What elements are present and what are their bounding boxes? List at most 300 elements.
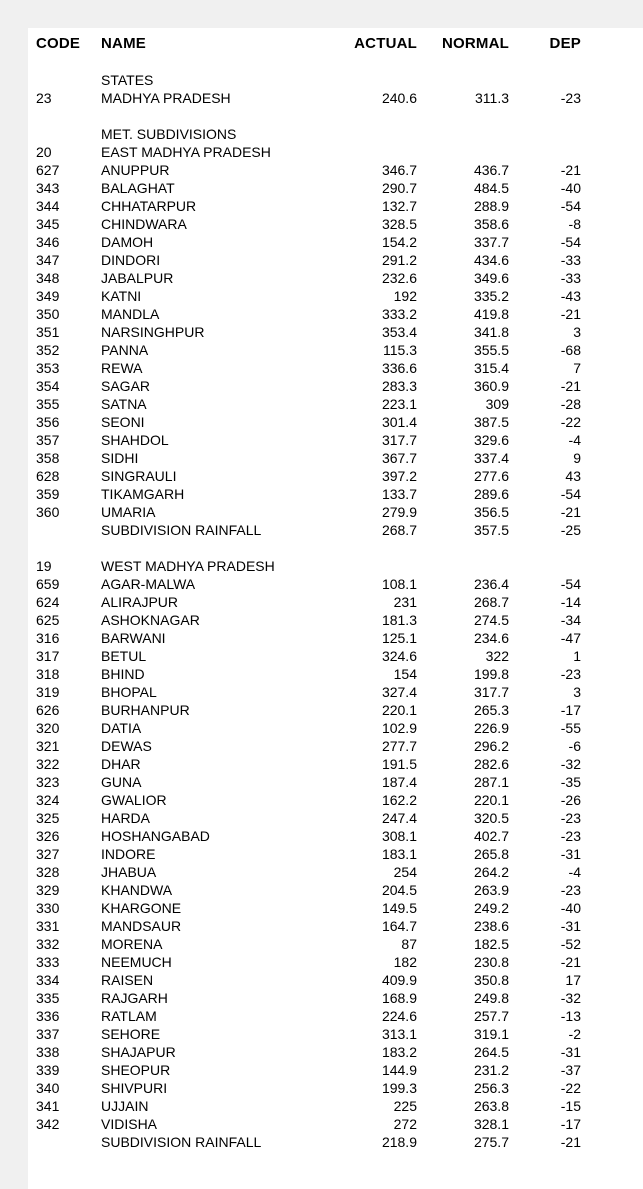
cell-name: BHOPAL [101,684,157,700]
rainfall-report-card [28,28,643,1189]
cell-actual: 149.5 [381,900,417,916]
cell-normal [417,125,509,143]
cell-actual: 247.4 [381,810,417,826]
cell-dep: -68 [560,342,581,358]
cell-name: EAST MADHYA PRADESH [101,144,271,160]
cell-name: JHABUA [101,864,157,880]
cell-actual: 333.2 [381,306,417,322]
cell-code: 320 [36,720,60,736]
table-row [36,647,581,665]
table-row [36,467,581,485]
cell-name: REWA [101,360,143,376]
cell-dep: -40 [560,180,581,196]
cell-actual: 183.2 [381,1044,417,1060]
cell-actual [347,539,417,557]
cell-normal [417,143,509,161]
cell-name: DATIA [101,720,142,736]
cell-normal: 249.8 [473,990,509,1006]
cell-dep: -14 [560,594,581,610]
cell-code: 350 [36,306,60,322]
cell-name: KHANDWA [101,882,173,898]
cell-normal: 320.5 [473,810,509,826]
cell-normal [417,539,509,557]
cell-dep: -31 [560,846,581,862]
cell-dep [509,71,581,89]
cell-name: BETUL [101,648,147,664]
cell-actual [347,71,417,89]
cell-name: GWALIOR [101,792,167,808]
table-row [36,881,581,899]
table-row [36,989,581,1007]
column-header-name: NAME [101,35,146,52]
cell-name: ANUPPUR [101,162,170,178]
cell-code: 659 [36,576,60,592]
cell-normal: 337.7 [473,234,509,250]
cell-code: 624 [36,594,60,610]
cell-name: MANDSAUR [101,918,182,934]
table-row [36,179,581,197]
cell-actual: 168.9 [381,990,417,1006]
cell-code [36,71,101,89]
cell-code: 323 [36,774,60,790]
cell-dep: -2 [568,1026,581,1042]
cell-name: INDORE [101,846,156,862]
cell-name: TIKAMGARH [101,486,185,502]
table-row [36,395,581,413]
table-row [36,827,581,845]
cell-normal: 356.5 [473,504,509,520]
cell-actual: 183.1 [381,846,417,862]
table-row [36,719,581,737]
cell-normal: 256.3 [473,1080,509,1096]
cell-code: 342 [36,1116,60,1132]
table-row [36,1079,581,1097]
cell-code: 348 [36,270,60,286]
cell-name: AGAR-MALWA [101,576,196,592]
cell-name: KHARGONE [101,900,182,916]
cell-dep: -21 [560,378,581,394]
cell-normal: 234.6 [473,630,509,646]
cell-name: HARDA [101,810,151,826]
table-row [36,341,581,359]
cell-dep: 3 [573,324,581,340]
cell-dep: -21 [560,1134,581,1150]
cell-dep: -31 [560,918,581,934]
cell-name: GUNA [101,774,142,790]
cell-code: 319 [36,684,60,700]
table-row [36,953,581,971]
cell-actual: 308.1 [381,828,417,844]
cell-actual: 125.1 [381,630,417,646]
cell-code: 19 [36,558,52,574]
cell-code: 627 [36,162,60,178]
table-row [36,1133,581,1151]
cell-normal: 419.8 [473,306,509,322]
cell-normal: 296.2 [473,738,509,754]
table-row [36,359,581,377]
cell-dep: -26 [560,792,581,808]
cell-code: 322 [36,756,60,772]
cell-actual: 223.1 [381,396,417,412]
table-row [36,971,581,989]
cell-actual: 115.3 [383,342,417,358]
cell-name: WEST MADHYA PRADESH [101,558,275,574]
cell-normal: 484.5 [473,180,509,196]
cell-name: ALIRAJPUR [101,594,179,610]
cell-name [101,539,347,557]
cell-normal: 289.6 [473,486,509,502]
cell-code: 337 [36,1026,60,1042]
table-row [36,629,581,647]
cell-normal: 226.9 [473,720,509,736]
table-row [36,917,581,935]
cell-name: BURHANPUR [101,702,190,718]
cell-normal: 335.2 [473,288,509,304]
cell-code: 628 [36,468,60,484]
cell-name: KATNI [101,288,142,304]
cell-name: SHEOPUR [101,1062,171,1078]
cell-code: 339 [36,1062,60,1078]
cell-normal: 329.6 [473,432,509,448]
cell-dep: -22 [560,414,581,430]
cell-normal: 220.1 [473,792,509,808]
cell-name: UMARIA [101,504,156,520]
cell-code: 358 [36,450,60,466]
cell-actual: 87 [401,936,417,952]
cell-dep: -23 [560,810,581,826]
table-row [36,935,581,953]
cell-name: SINGRAULI [101,468,177,484]
cell-dep: -17 [560,1116,581,1132]
cell-normal: 317.7 [473,684,509,700]
section-header-row [36,125,581,143]
table-row [36,701,581,719]
table-row [36,1025,581,1043]
cell-code: 329 [36,882,60,898]
cell-actual: 144.9 [381,1062,417,1078]
cell-code: 357 [36,432,60,448]
table-row [36,1007,581,1025]
cell-code: 325 [36,810,60,826]
cell-normal: 264.5 [473,1044,509,1060]
spacer-row [36,539,581,557]
cell-dep: -54 [560,576,581,592]
cell-normal: 311.3 [475,90,509,106]
table-row [36,215,581,233]
cell-dep: -21 [560,954,581,970]
cell-actual: 199.3 [381,1080,417,1096]
cell-normal: 268.7 [473,594,509,610]
cell-actual: 268.7 [381,522,417,538]
cell-actual: 218.9 [381,1134,417,1150]
table-row [36,773,581,791]
cell-code: 331 [36,918,60,934]
cell-normal: 341.8 [473,324,509,340]
table-row [36,287,581,305]
cell-dep: -47 [560,630,581,646]
cell-name: SHAJAPUR [101,1044,176,1060]
cell-actual: 181.3 [381,612,417,628]
table-row [36,1097,581,1115]
cell-dep: -32 [560,990,581,1006]
cell-code: 341 [36,1098,60,1114]
cell-actual: 409.9 [381,972,417,988]
cell-normal [417,71,509,89]
cell-name: HOSHANGABAD [101,828,210,844]
cell-dep: -28 [560,396,581,412]
section-header-row [36,143,581,161]
cell-name: UJJAIN [101,1098,149,1114]
cell-actual: 232.6 [381,270,417,286]
cell-dep: -23 [560,828,581,844]
cell-actual: 324.6 [381,648,417,664]
cell-normal: 282.6 [473,756,509,772]
cell-actual: 291.2 [381,252,417,268]
table-row [36,1061,581,1079]
cell-normal: 199.8 [473,666,509,682]
column-header-dep: DEP [549,35,581,52]
cell-actual: 154.2 [381,234,417,250]
cell-actual: 191.5 [381,756,417,772]
cell-normal: 355.5 [473,342,509,358]
cell-actual: 154 [393,666,417,682]
table-row [36,503,581,521]
cell-name: NARSINGHPUR [101,324,205,340]
cell-code: 316 [36,630,60,646]
cell-code: 333 [36,954,60,970]
table-row [36,791,581,809]
table-row [36,485,581,503]
rainfall-table-body [36,53,581,1151]
table-row [36,305,581,323]
cell-normal: 236.4 [473,576,509,592]
cell-dep: -23 [560,666,581,682]
cell-normal: 265.3 [473,702,509,718]
cell-dep [509,539,581,557]
cell-dep: -54 [560,234,581,250]
cell-name: MADHYA PRADESH [101,90,231,106]
cell-code [36,107,101,125]
cell-normal: 230.8 [473,954,509,970]
cell-name: MANDLA [101,306,160,322]
table-row [36,611,581,629]
cell-code: 347 [36,252,60,268]
cell-name: BHIND [101,666,145,682]
cell-normal: 337.4 [473,450,509,466]
cell-code: 330 [36,900,60,916]
cell-code: 340 [36,1080,60,1096]
rainfall-table-header [36,35,581,53]
cell-name: SEHORE [101,1026,161,1042]
cell-actual: 133.7 [381,486,417,502]
cell-dep: 43 [565,468,581,484]
table-row [36,161,581,179]
cell-actual: 108.1 [381,576,417,592]
cell-normal: 350.8 [473,972,509,988]
section-header-row [36,71,581,89]
cell-name: SAGAR [101,378,151,394]
cell-name: ASHOKNAGAR [101,612,200,628]
cell-dep: 9 [573,450,581,466]
cell-normal: 263.8 [473,1098,509,1114]
cell-actual: 231 [393,594,417,610]
cell-code: 359 [36,486,60,502]
cell-actual: 224.6 [381,1008,417,1024]
cell-code: 625 [36,612,60,628]
cell-dep: -21 [560,504,581,520]
cell-actual: 277.7 [381,738,417,754]
cell-dep [509,143,581,161]
cell-normal: 182.5 [473,936,509,952]
cell-normal: 288.9 [473,198,509,214]
cell-code: 321 [36,738,60,754]
cell-actual: 102.9 [381,720,417,736]
cell-code: 20 [36,144,52,160]
cell-actual: 220.1 [381,702,417,718]
cell-actual: 397.2 [381,468,417,484]
cell-dep: -21 [560,162,581,178]
table-row [36,251,581,269]
cell-dep: -33 [560,252,581,268]
table-row [36,449,581,467]
table-row [36,89,581,107]
cell-normal: 357.5 [473,522,509,538]
cell-code: 336 [36,1008,60,1024]
column-header-code: CODE [36,35,81,52]
cell-code: 349 [36,288,60,304]
cell-normal: 277.6 [473,468,509,484]
table-row [36,1115,581,1133]
cell-dep [509,53,581,71]
table-row [36,521,581,539]
cell-code [36,1133,101,1151]
cell-code: 354 [36,378,60,394]
cell-code [36,125,101,143]
column-header-actual: ACTUAL [354,35,417,52]
cell-normal: 274.5 [473,612,509,628]
cell-dep: -23 [560,90,581,106]
cell-actual [347,107,417,125]
cell-dep: -25 [560,522,581,538]
cell-normal: 275.7 [473,1134,509,1150]
cell-normal: 349.6 [473,270,509,286]
cell-code: 326 [36,828,60,844]
cell-dep [509,125,581,143]
cell-actual: 313.1 [381,1026,417,1042]
table-row [36,233,581,251]
table-row [36,737,581,755]
header-row [36,35,581,53]
cell-actual: 225 [393,1098,417,1114]
cell-dep: 17 [565,972,581,988]
table-row [36,809,581,827]
cell-dep: -35 [560,774,581,790]
cell-dep: -4 [568,864,581,880]
cell-dep: 7 [573,360,581,376]
cell-name: CHINDWARA [101,216,187,232]
cell-name: SHIVPURI [101,1080,168,1096]
cell-dep [509,107,581,125]
cell-actual: 290.7 [381,180,417,196]
cell-code: 23 [36,90,52,106]
cell-name: RAISEN [101,972,154,988]
cell-normal: 436.7 [473,162,509,178]
cell-code: 626 [36,702,60,718]
table-row [36,899,581,917]
table-row [36,431,581,449]
cell-name: RATLAM [101,1008,157,1024]
table-row [36,413,581,431]
cell-name: JABALPUR [101,270,174,286]
rainfall-table [36,35,581,1151]
cell-normal: 360.9 [473,378,509,394]
cell-normal [417,107,509,125]
table-row [36,863,581,881]
cell-name: MORENA [101,936,163,952]
cell-normal: 402.7 [473,828,509,844]
cell-name: DEWAS [101,738,152,754]
cell-name: BARWANI [101,630,166,646]
cell-actual: 283.3 [381,378,417,394]
cell-normal: 328.1 [473,1116,509,1132]
cell-actual: 187.4 [381,774,417,790]
cell-normal: 263.9 [473,882,509,898]
table-row [36,323,581,341]
cell-actual: 132.7 [381,198,417,214]
cell-actual: 317.7 [381,432,417,448]
cell-actual: 279.9 [381,504,417,520]
cell-code: 346 [36,234,60,250]
cell-actual: 192 [393,288,417,304]
cell-dep: -17 [560,702,581,718]
cell-dep: -37 [560,1062,581,1078]
cell-code: 360 [36,504,60,520]
cell-normal: 309 [485,396,509,412]
cell-dep: 3 [573,684,581,700]
cell-dep: -13 [560,1008,581,1024]
cell-dep: -22 [560,1080,581,1096]
cell-dep: 1 [573,648,581,664]
cell-normal: 322 [485,648,509,664]
cell-normal: 358.6 [473,216,509,232]
cell-code [36,521,101,539]
spacer-row [36,107,581,125]
cell-normal: 387.5 [473,414,509,430]
cell-name: NEEMUCH [101,954,172,970]
cell-name: STATES [101,72,154,88]
cell-dep: -8 [568,216,581,232]
table-row [36,575,581,593]
cell-dep: -23 [560,882,581,898]
cell-actual: 367.7 [381,450,417,466]
cell-normal: 315.4 [473,360,509,376]
cell-dep: -54 [560,486,581,502]
cell-normal: 238.6 [473,918,509,934]
cell-normal: 287.1 [473,774,509,790]
cell-code: 334 [36,972,60,988]
cell-name: SEONI [101,414,145,430]
cell-name: SIDHI [101,450,139,466]
cell-actual [347,143,417,161]
cell-code: 353 [36,360,60,376]
section-header-row [36,557,581,575]
cell-name: SUBDIVISION RAINFALL [101,1134,262,1150]
cell-dep: -33 [560,270,581,286]
cell-normal [417,557,509,575]
cell-name: VIDISHA [101,1116,158,1132]
cell-dep: -55 [560,720,581,736]
cell-code [36,539,101,557]
